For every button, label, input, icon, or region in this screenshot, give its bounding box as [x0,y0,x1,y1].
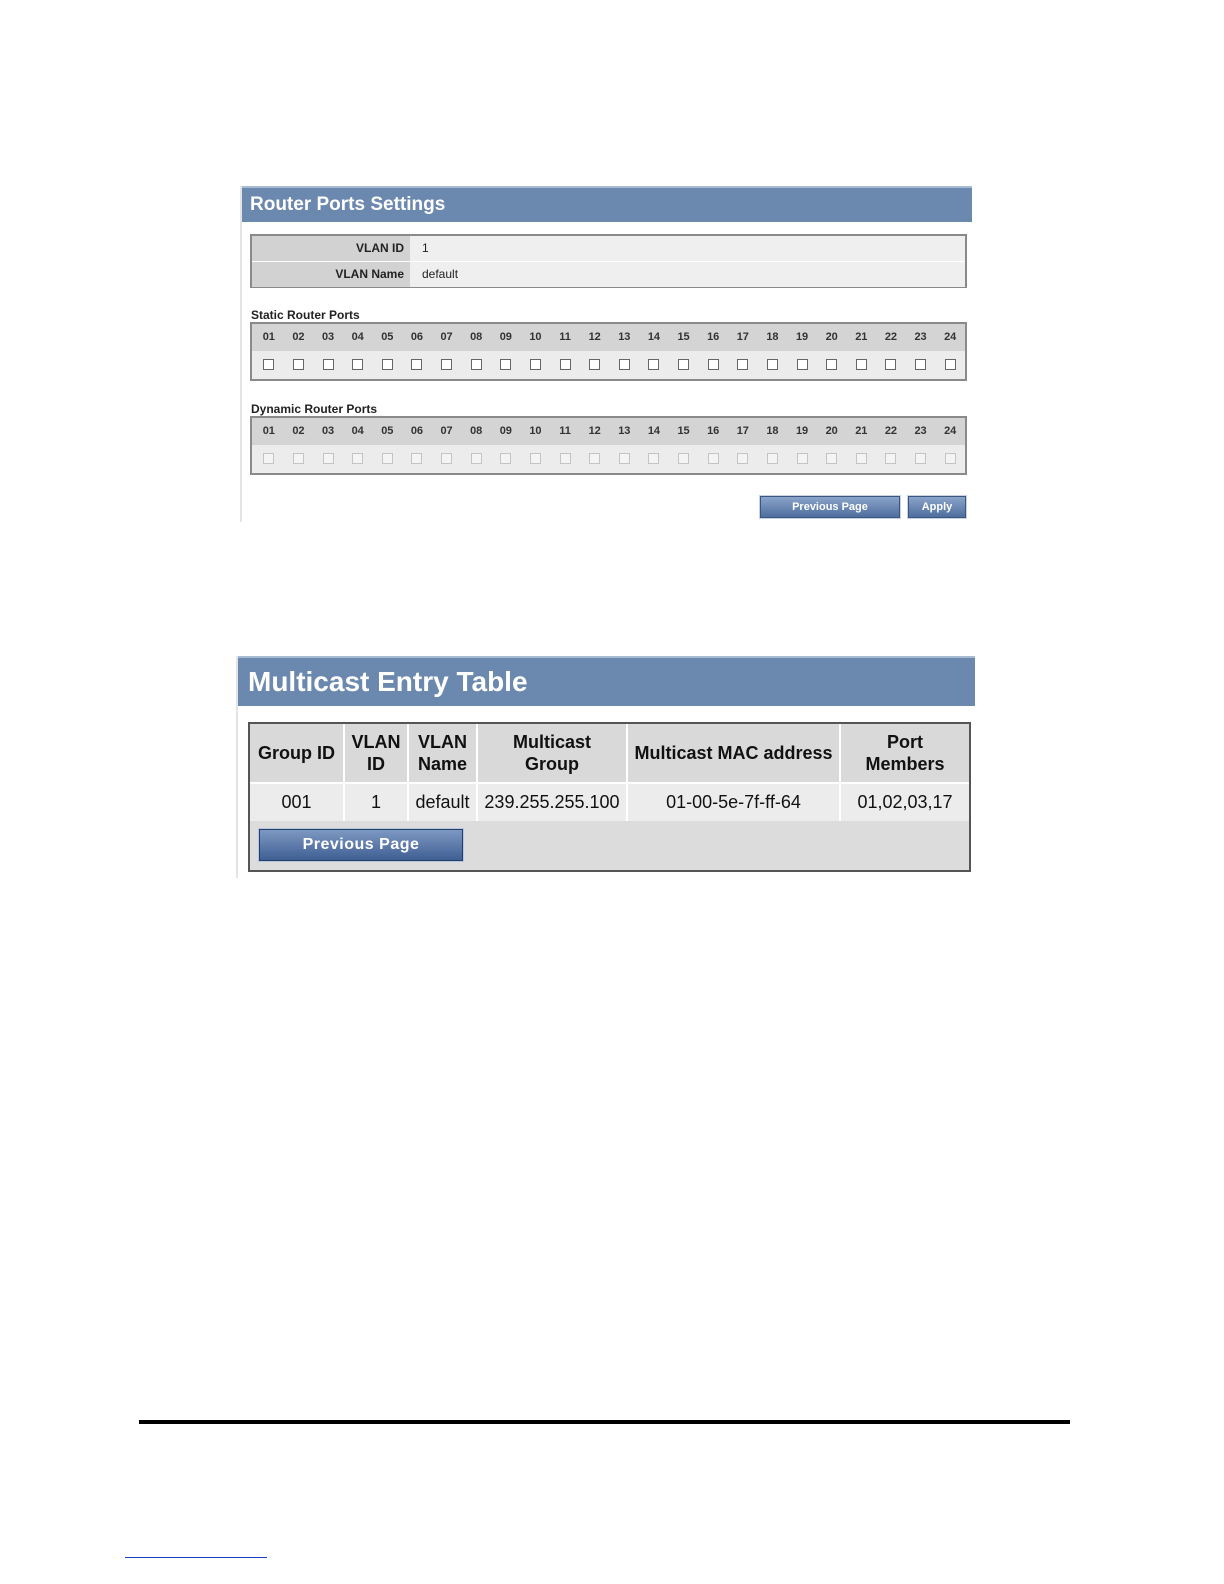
dynamic-port-14-checkbox [648,453,659,464]
static-port-cell [639,351,669,378]
dynamic-port-cell [432,445,462,472]
static-port-04-checkbox[interactable] [352,359,363,370]
dynamic-port-label: 10 [529,425,542,437]
footer-rule [139,1420,1070,1424]
multicast-table-header-row [250,724,969,783]
dynamic-port-cell [610,445,640,472]
static-port-label: 10 [529,331,542,343]
dynamic-port-cell [254,445,284,472]
static-port-03-checkbox[interactable] [323,359,334,370]
dynamic-router-ports-box [250,416,967,475]
static-port-cell [313,351,343,378]
static-port-08-checkbox[interactable] [471,359,482,370]
dynamic-port-label: 03 [321,425,335,437]
vlan-name-row [252,262,965,287]
dynamic-port-11-checkbox [560,453,571,464]
dynamic-port-label: 05 [381,425,394,437]
dynamic-port-label: 01 [262,425,275,437]
static-router-ports-box [250,322,967,381]
dynamic-port-07-checkbox [441,453,452,464]
dynamic-port-cell [758,445,788,472]
static-router-ports-label: Static Router Ports [251,308,360,322]
dynamic-port-21-checkbox [856,453,867,464]
dynamic-port-label: 02 [292,425,305,437]
static-port-cell [550,351,580,378]
multicast-table-box [248,722,971,872]
column-header-text: VLAN [418,732,467,752]
multicast-entry-table-panel [236,656,973,878]
dynamic-port-12-checkbox [589,453,600,464]
dynamic-port-02-checkbox [293,453,304,464]
multicast-table-cell: 01,02,03,17 [840,783,969,821]
dynamic-port-15-checkbox [678,453,689,464]
multicast-previous-page-button[interactable]: Previous Page [259,829,463,861]
static-port-cell [521,351,551,378]
dynamic-port-09-checkbox [500,453,511,464]
static-port-label: 02 [292,331,305,343]
static-port-cell [787,351,817,378]
vlan-id-label: VLAN ID [252,236,410,261]
static-port-05-checkbox[interactable] [382,359,393,370]
dynamic-port-label: 14 [647,425,661,437]
static-port-cell [580,351,610,378]
column-header-text: Name [417,754,468,774]
static-port-16-checkbox[interactable] [708,359,719,370]
static-port-label: 08 [470,331,483,343]
static-port-cell [402,351,432,378]
vlan-name-label: VLAN Name [252,262,410,287]
dynamic-port-label: 16 [707,425,720,437]
dynamic-port-24-checkbox [945,453,956,464]
static-port-23-checkbox[interactable] [915,359,926,370]
static-port-label: 12 [588,331,601,343]
dynamic-port-04-checkbox [352,453,363,464]
dynamic-port-cell [935,445,965,472]
static-port-24-checkbox[interactable] [945,359,956,370]
vlan-id-value: 1 [410,236,965,261]
dynamic-port-05-checkbox [382,453,393,464]
static-port-label: 14 [647,331,661,343]
dynamic-port-23-checkbox [915,453,926,464]
static-port-cell [758,351,788,378]
dynamic-port-label: 04 [351,425,364,437]
static-port-02-checkbox[interactable] [293,359,304,370]
footer-link-underline [125,1557,267,1558]
static-port-10-checkbox[interactable] [530,359,541,370]
static-port-label: 21 [855,331,868,343]
dynamic-port-01-checkbox [263,453,274,464]
multicast-table [250,724,969,821]
static-port-20-checkbox[interactable] [826,359,837,370]
multicast-table-row [250,783,969,821]
dynamic-port-label: 15 [677,425,690,437]
multicast-table-cell: 001 [250,783,344,821]
static-port-label: 13 [618,331,631,343]
static-ports-header-row [252,324,965,351]
dynamic-port-cell [847,445,877,472]
dynamic-port-cell [817,445,847,472]
static-port-21-checkbox[interactable] [856,359,867,370]
static-port-cell [284,351,314,378]
static-port-cell [906,351,936,378]
static-port-09-checkbox[interactable] [500,359,511,370]
static-port-cell [254,351,284,378]
static-port-cell [669,351,699,378]
dynamic-port-label: 08 [470,425,483,437]
dynamic-port-17-checkbox [737,453,748,464]
static-port-label: 19 [795,331,809,343]
static-port-18-checkbox[interactable] [767,359,778,370]
static-port-cell [610,351,640,378]
vlan-name-value: default [410,262,965,287]
dynamic-port-label: 09 [499,425,512,437]
dynamic-port-cell [639,445,669,472]
column-header-text: Members [865,754,945,774]
dynamic-port-cell [284,445,314,472]
dynamic-port-cell [491,445,521,472]
column-header-text: VLAN [351,732,401,752]
dynamic-port-label: 11 [559,425,571,437]
dynamic-port-19-checkbox [797,453,808,464]
static-port-label: 22 [884,331,898,343]
column-header-text: Port [887,732,923,752]
multicast-column-header [250,724,344,783]
dynamic-port-22-checkbox [885,453,896,464]
static-port-cell [728,351,758,378]
vlan-id-row [252,236,965,262]
static-port-label: 11 [559,331,571,343]
multicast-column-header [840,724,969,783]
static-port-19-checkbox[interactable] [797,359,808,370]
static-port-07-checkbox[interactable] [441,359,452,370]
static-port-label: 17 [736,331,749,343]
multicast-table-cell: 01-00-5e-7f-ff-64 [627,783,840,821]
dynamic-port-cell [373,445,403,472]
dynamic-port-label: 06 [410,425,424,437]
static-port-label: 24 [944,331,957,343]
multicast-column-header [627,724,840,783]
dynamic-port-label: 13 [618,425,631,437]
dynamic-port-03-checkbox [323,453,334,464]
static-port-22-checkbox[interactable] [885,359,896,370]
static-port-label: 01 [262,331,275,343]
dynamic-port-label: 24 [944,425,957,437]
static-port-label: 23 [914,331,927,343]
dynamic-ports-header-row [252,418,965,445]
column-header-text: Group [525,754,579,774]
dynamic-port-label: 19 [795,425,809,437]
dynamic-port-cell [876,445,906,472]
multicast-table-cell: default [408,783,477,821]
dynamic-port-cell [728,445,758,472]
static-port-12-checkbox[interactable] [589,359,600,370]
dynamic-port-06-checkbox [411,453,422,464]
multicast-entry-table-title: Multicast Entry Table [238,656,975,706]
dynamic-port-label: 20 [825,425,838,437]
column-header-text: ID [367,754,385,774]
dynamic-port-label: 17 [736,425,749,437]
static-port-01-checkbox[interactable] [263,359,274,370]
multicast-table-cell: 239.255.255.100 [477,783,627,821]
dynamic-port-10-checkbox [530,453,541,464]
static-port-17-checkbox[interactable] [737,359,748,370]
dynamic-port-cell [906,445,936,472]
dynamic-port-cell [461,445,491,472]
dynamic-ports-checkbox-row [252,445,965,472]
dynamic-router-ports-label: Dynamic Router Ports [251,402,378,416]
dynamic-port-cell [402,445,432,472]
dynamic-port-label: 22 [884,425,898,437]
static-port-label: 05 [381,331,394,343]
static-port-06-checkbox[interactable] [411,359,422,370]
static-port-cell [461,351,491,378]
dynamic-port-label: 07 [440,425,453,437]
static-port-label: 15 [677,331,690,343]
dynamic-port-cell [521,445,551,472]
static-port-13-checkbox[interactable] [619,359,630,370]
router-ports-settings-panel [240,186,970,522]
static-ports-checkbox-row [252,351,965,378]
dynamic-port-cell [550,445,580,472]
static-port-cell [491,351,521,378]
dynamic-port-cell [343,445,373,472]
dynamic-port-20-checkbox [826,453,837,464]
router-ports-previous-page-button[interactable]: Previous Page [760,496,900,518]
dynamic-port-cell [698,445,728,472]
static-port-15-checkbox[interactable] [678,359,689,370]
dynamic-port-cell [787,445,817,472]
dynamic-port-label: 18 [766,425,779,437]
static-port-label: 16 [707,331,720,343]
static-port-label: 18 [766,331,779,343]
multicast-column-header [477,724,627,783]
static-port-cell [373,351,403,378]
static-port-11-checkbox[interactable] [560,359,571,370]
static-port-label: 20 [825,331,838,343]
static-port-label: 04 [351,331,364,343]
column-header-text: Group ID [258,743,335,763]
dynamic-port-16-checkbox [708,453,719,464]
static-port-cell [847,351,877,378]
dynamic-port-08-checkbox [471,453,482,464]
static-port-label: 09 [499,331,512,343]
dynamic-port-label: 23 [914,425,927,437]
column-header-text: Multicast [512,732,591,752]
dynamic-port-label: 21 [855,425,868,437]
static-port-label: 07 [440,331,453,343]
dynamic-port-cell [313,445,343,472]
static-port-cell [817,351,847,378]
vlan-info-box [250,234,967,288]
static-port-cell [432,351,462,378]
static-port-cell [935,351,965,378]
multicast-column-header [408,724,477,783]
static-port-label: 06 [410,331,424,343]
dynamic-port-label: 12 [588,425,601,437]
dynamic-port-18-checkbox [767,453,778,464]
static-port-cell [698,351,728,378]
static-port-cell [876,351,906,378]
apply-button[interactable]: Apply [908,496,966,518]
column-header-text: Multicast MAC address [634,743,833,763]
static-port-cell [343,351,373,378]
dynamic-port-13-checkbox [619,453,630,464]
router-ports-title: Router Ports Settings [242,186,972,222]
dynamic-port-cell [580,445,610,472]
multicast-table-cell: 1 [344,783,408,821]
static-port-14-checkbox[interactable] [648,359,659,370]
dynamic-port-cell [669,445,699,472]
multicast-column-header [344,724,408,783]
static-port-label: 03 [321,331,335,343]
